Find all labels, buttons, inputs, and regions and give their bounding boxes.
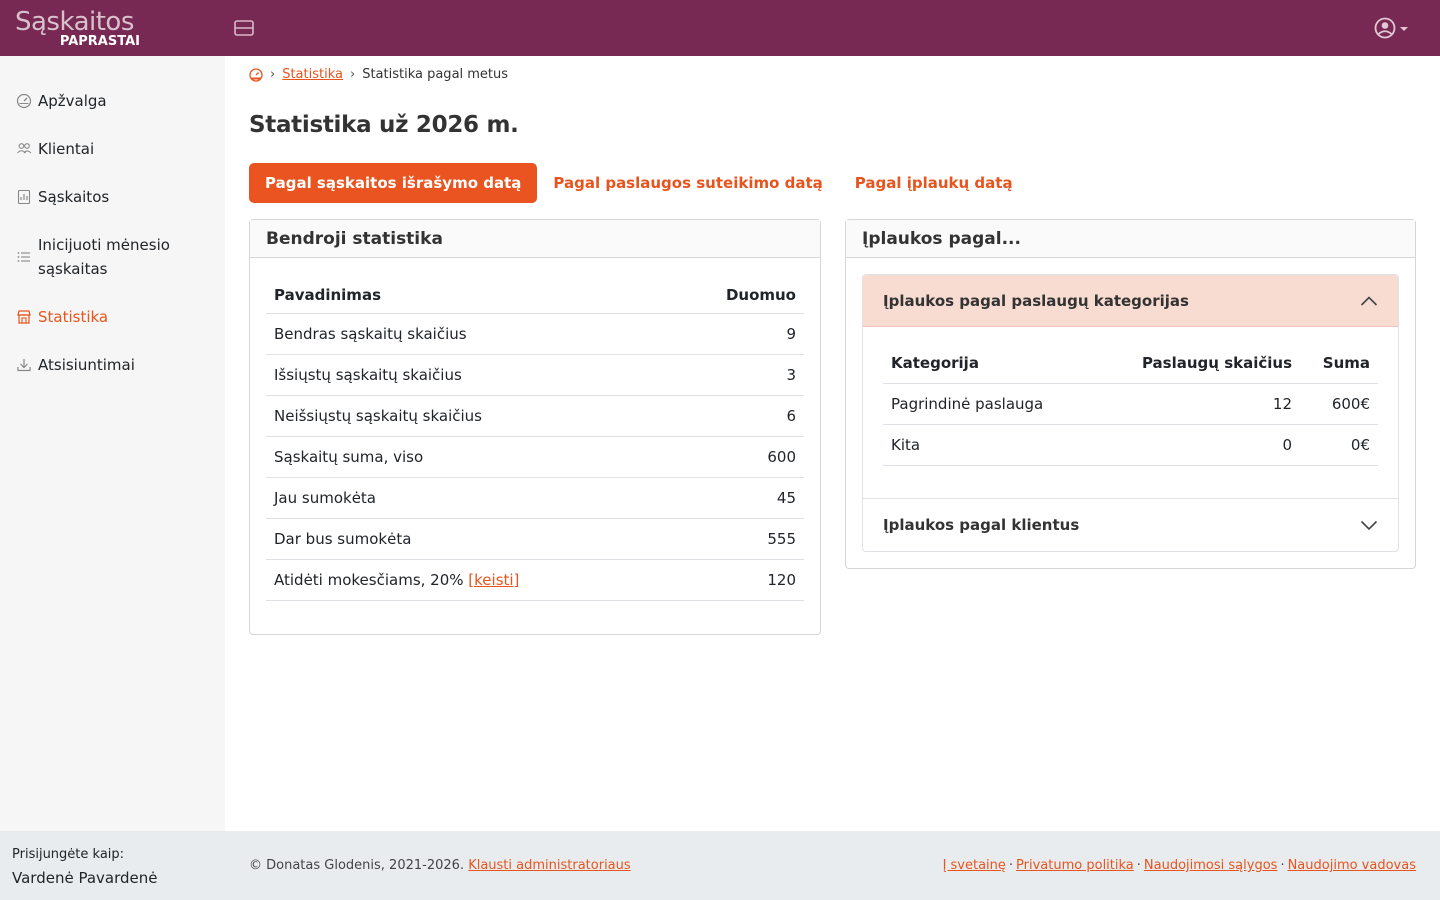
table-header-row: [883, 343, 1378, 384]
income-accordion: [862, 274, 1399, 552]
table-row: [266, 314, 804, 355]
footer-link-guide[interactable]: Naudojimo vadovas: [1287, 858, 1416, 873]
footer-link-separator: ·: [1136, 858, 1141, 873]
edit-tax-link[interactable]: [keisti]: [468, 571, 520, 589]
row-value: 3: [786, 366, 796, 384]
table-row: [266, 437, 804, 478]
category-sum: 600€: [1331, 395, 1370, 413]
row-value: 6: [786, 407, 796, 425]
accordion-title: Įplaukos pagal paslaugų kategorijas: [883, 291, 1189, 310]
accordion-title: Įplaukos pagal klientus: [883, 516, 1080, 534]
card-title: Įplaukos pagal...: [846, 220, 1415, 258]
sidebar-item-overview[interactable]: [0, 89, 225, 113]
page-title: Statistika už 2026 m.: [249, 112, 519, 138]
column-header-name: Pavadinimas: [274, 286, 381, 304]
table-row: [266, 396, 804, 437]
sidebar-item-label: Inicijuoti mėnesio sąskaitas: [38, 236, 170, 278]
sidebar-item-clients[interactable]: [0, 137, 225, 161]
footer-link-privacy[interactable]: Privatumo politika: [1016, 858, 1134, 873]
caret-down-icon: [1400, 27, 1408, 31]
logged-in-info: [12, 845, 157, 891]
sidebar-item-downloads[interactable]: [0, 353, 225, 377]
sidebar-item-label: Klientai: [38, 140, 95, 158]
receipt-icon: [16, 189, 32, 205]
general-stats-card: [249, 219, 821, 635]
accordion-header-clients[interactable]: [863, 499, 1398, 551]
sidebar: [0, 56, 225, 831]
tab-by-issue-date[interactable]: Pagal sąskaitos išrašymo datą: [249, 163, 537, 203]
footer-copyright: [249, 856, 631, 876]
user-menu-button[interactable]: [1373, 16, 1413, 40]
table-row: [266, 519, 804, 560]
login-label: Prisijungėte kaip:: [12, 847, 125, 862]
accordion-header-categories[interactable]: [863, 275, 1398, 327]
breadcrumb: [249, 64, 508, 86]
shop-icon: [16, 309, 32, 325]
brand-logo[interactable]: [15, 6, 145, 52]
column-header-sum: Suma: [1322, 354, 1370, 372]
download-icon: [16, 357, 32, 373]
category-name: Kita: [891, 436, 921, 454]
table-row: [883, 384, 1378, 425]
tab-by-income-date[interactable]: Pagal įplaukų datą: [854, 174, 1013, 192]
card-title: Bendroji statistika: [250, 220, 820, 258]
footer-link-separator: ·: [1008, 858, 1014, 873]
column-header-count: Paslaugų skaičius: [1141, 354, 1292, 372]
brand-name: Sąskaitos: [15, 7, 134, 37]
ask-admin-link[interactable]: Klausti administratoriaus: [468, 858, 631, 873]
sidebar-item-label: Statistika: [38, 308, 109, 326]
table-row: [266, 355, 804, 396]
row-value: 600: [767, 448, 796, 466]
table-row: [883, 425, 1378, 466]
footer-links: [943, 856, 1416, 876]
top-navbar: [0, 0, 1440, 56]
row-label: Neišsiųstų sąskaitų skaičius: [274, 407, 482, 425]
sidebar-item-statistics[interactable]: [0, 305, 225, 329]
row-label-with-link: [274, 560, 519, 601]
row-value: 120: [767, 571, 796, 589]
table-row: [266, 560, 804, 601]
category-table: [883, 343, 1378, 466]
row-value: 9: [786, 325, 796, 343]
brand-subtitle: PAPRASTAI: [59, 34, 140, 49]
breadcrumb-current: Statistika pagal metus: [362, 67, 509, 82]
row-label: Sąskaitų suma, viso: [274, 448, 424, 466]
footer: [0, 831, 1440, 900]
list-icon: [16, 249, 32, 265]
column-header-category: Kategorija: [891, 354, 979, 372]
row-label: Bendras sąskaitų skaičius: [274, 325, 467, 343]
footer-link-website[interactable]: Į svetainę: [942, 858, 1006, 873]
row-label: Jau sumokėta: [274, 489, 376, 507]
stats-tabs: [249, 163, 1029, 203]
sidebar-item-label: Apžvalga: [38, 92, 107, 110]
breadcrumb-separator: ›: [349, 67, 356, 82]
table-row: [266, 478, 804, 519]
breadcrumb-link-statistics[interactable]: Statistika: [282, 67, 343, 82]
service-count: 12: [1272, 395, 1292, 413]
row-label: Dar bus sumokėta: [274, 530, 412, 548]
row-label: Išsiųstų sąskaitų skaičius: [274, 366, 462, 384]
income-card: [845, 219, 1416, 569]
accordion-body-categories: [863, 327, 1398, 499]
service-count: 0: [1282, 436, 1292, 454]
sidebar-item-invoices[interactable]: [0, 185, 225, 209]
breadcrumb-separator: ›: [270, 67, 276, 82]
footer-link-terms[interactable]: Naudojimosi sąlygos: [1143, 858, 1278, 873]
copyright-text: © Donatas Glodenis, 2021-2026.: [249, 858, 465, 873]
table-header-row: [266, 258, 804, 314]
column-header-value: Duomuo: [725, 286, 796, 304]
category-name: Pagrindinė paslauga: [891, 395, 1044, 413]
sidebar-item-label: Sąskaitos: [38, 188, 110, 206]
home-gauge-icon[interactable]: [249, 68, 263, 82]
general-stats-table: [266, 258, 804, 601]
category-sum: 0€: [1350, 436, 1370, 454]
row-value: 555: [767, 530, 796, 548]
gauge-icon: [16, 93, 32, 109]
footer-link-separator: ·: [1280, 858, 1285, 873]
sidebar-item-monthly-invoices[interactable]: [0, 233, 225, 281]
menu-toggle-icon[interactable]: [233, 17, 255, 39]
user-circle-icon: [1373, 16, 1413, 40]
row-label: Atidėti mokesčiams, 20%: [274, 571, 464, 589]
login-name: Vardenė Pavardenė: [12, 869, 158, 887]
tab-by-service-date[interactable]: Pagal paslaugos suteikimo datą: [553, 174, 823, 192]
sidebar-item-label: Atsisiuntimai: [38, 356, 135, 374]
row-value: 45: [776, 489, 796, 507]
people-icon: [16, 141, 32, 157]
chevron-down-icon: [1360, 517, 1378, 533]
chevron-up-icon: [1360, 293, 1378, 309]
